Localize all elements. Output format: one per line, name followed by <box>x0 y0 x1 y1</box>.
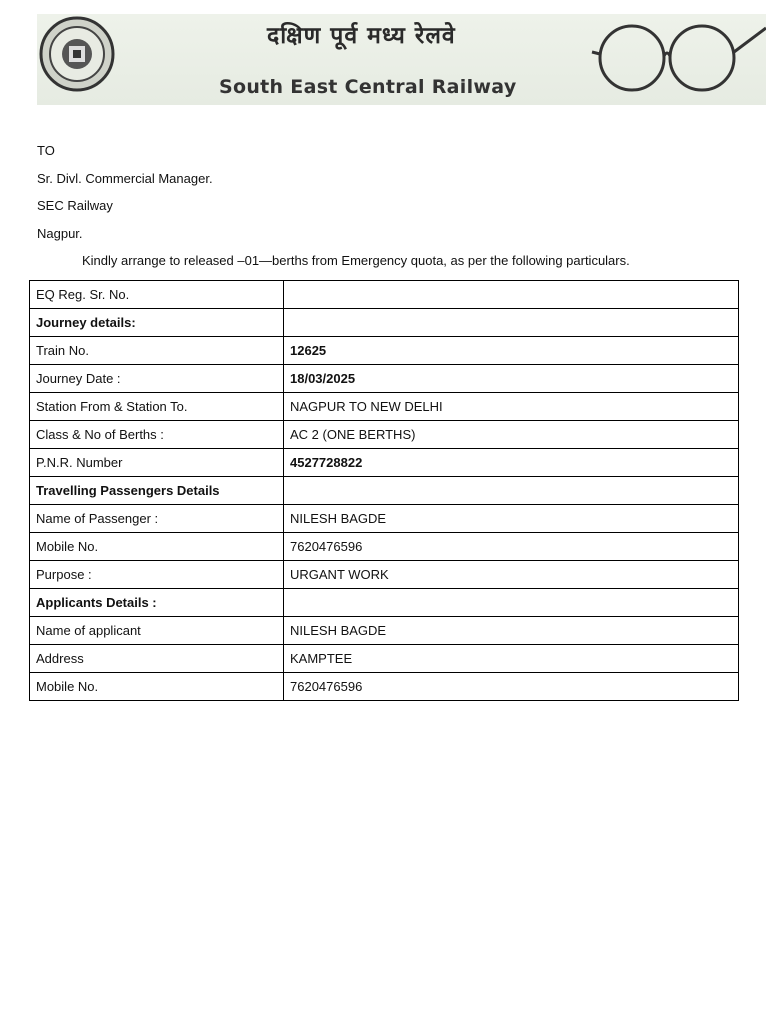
table-row <box>30 281 739 309</box>
row-value: AC 2 (ONE BERTHS) <box>284 421 739 449</box>
intro-paragraph: Kindly arrange to released –01—berths from Emergency quota, as per the following particulars. <box>82 253 630 268</box>
table-row <box>30 309 739 337</box>
office-name: SEC Railway <box>37 198 113 213</box>
table-row <box>30 589 739 617</box>
particulars-table <box>29 280 739 701</box>
railway-emblem-icon <box>39 16 115 92</box>
english-title: South East Central Railway <box>219 76 517 98</box>
table-row <box>30 337 739 365</box>
row-label: EQ Reg. Sr. No. <box>30 281 284 309</box>
row-label: Station From & Station To. <box>30 393 284 421</box>
table-row <box>30 393 739 421</box>
to-label: TO <box>37 143 55 158</box>
table-row <box>30 421 739 449</box>
table-row <box>30 477 739 505</box>
gandhi-spectacles-icon <box>590 16 766 98</box>
row-label: Name of Passenger : <box>30 505 284 533</box>
row-value: 12625 <box>284 337 739 365</box>
row-value: 7620476596 <box>284 533 739 561</box>
table-row <box>30 645 739 673</box>
row-label: Mobile No. <box>30 533 284 561</box>
row-value <box>284 589 739 617</box>
row-value <box>284 281 739 309</box>
row-label: P.N.R. Number <box>30 449 284 477</box>
row-label: Journey details: <box>30 309 284 337</box>
row-label: Travelling Passengers Details <box>30 477 284 505</box>
letterhead-banner <box>37 14 766 105</box>
table-row <box>30 505 739 533</box>
row-value: 18/03/2025 <box>284 365 739 393</box>
row-value: NILESH BAGDE <box>284 505 739 533</box>
row-label: Purpose : <box>30 561 284 589</box>
table-row <box>30 449 739 477</box>
row-value: NAGPUR TO NEW DELHI <box>284 393 739 421</box>
table-row <box>30 365 739 393</box>
row-label: Journey Date : <box>30 365 284 393</box>
row-value <box>284 309 739 337</box>
row-value: KAMPTEE <box>284 645 739 673</box>
row-label: Train No. <box>30 337 284 365</box>
row-value: NILESH BAGDE <box>284 617 739 645</box>
row-value: 7620476596 <box>284 673 739 701</box>
designation: Sr. Divl. Commercial Manager. <box>37 171 213 186</box>
table-row <box>30 533 739 561</box>
table-row <box>30 561 739 589</box>
row-label: Address <box>30 645 284 673</box>
table-row <box>30 617 739 645</box>
table-row <box>30 673 739 701</box>
row-value: URGANT WORK <box>284 561 739 589</box>
hindi-title: दक्षिण पूर्व मध्य रेलवे <box>267 23 456 49</box>
row-label: Applicants Details : <box>30 589 284 617</box>
row-value: 4527728822 <box>284 449 739 477</box>
city-name: Nagpur. <box>37 226 83 241</box>
row-value <box>284 477 739 505</box>
row-label: Name of applicant <box>30 617 284 645</box>
row-label: Class & No of Berths : <box>30 421 284 449</box>
row-label: Mobile No. <box>30 673 284 701</box>
